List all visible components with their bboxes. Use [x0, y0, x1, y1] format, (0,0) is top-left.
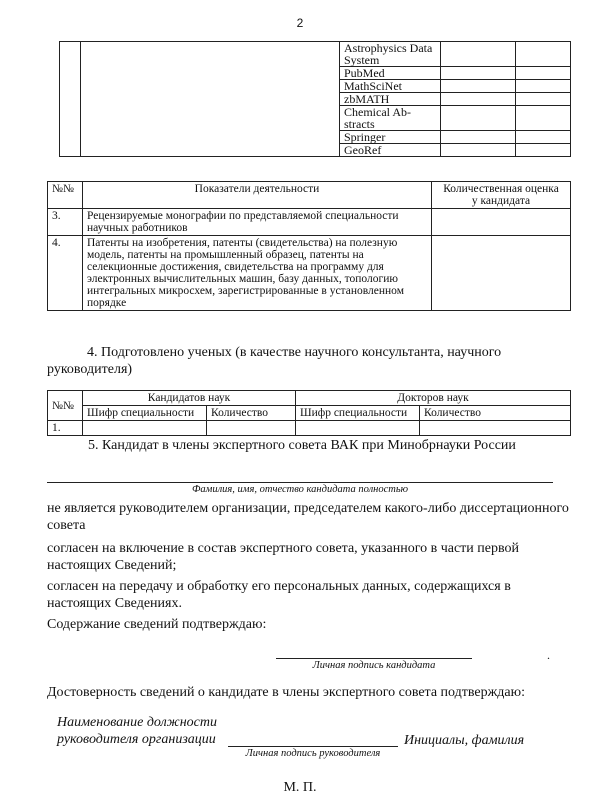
section-5-heading: 5. Кандидат в члены экспертного совета ВАК при Минобрнауки России [88, 438, 516, 453]
row-score [432, 209, 571, 236]
row-num: 1. [48, 421, 83, 436]
head-position-line2: руководителя организации [57, 732, 216, 747]
initials-label: Инициалы, фамилия [404, 733, 525, 748]
statement: согласен на включение в состав экспертного совета, указанного в части первой настоящих Сведений; [47, 541, 520, 573]
candidate-signature-caption: Личная подпись кандидата [312, 660, 436, 671]
database-name: Chemical Ab- stracts [340, 106, 441, 131]
doctors-header: Докторов наук [296, 391, 571, 406]
row-text: Рецензируемые монографии по представляемой специальности научных работников [83, 209, 432, 236]
section-4-heading: 4. Подготовлено ученых (в качестве научного консультанта, научного руководителя) [47, 345, 502, 377]
fio-line [47, 482, 553, 483]
col-num-header: №№ [48, 182, 83, 209]
head-signature-line [228, 746, 398, 747]
fio-caption: Фамилия, имя, отчество кандидата полностью [191, 484, 409, 495]
statement: согласен на передачу и обработку его персональных данных, содержащихся в настоящих Сведениях. [47, 579, 511, 611]
col-indicators-header: Показатели деятельности [83, 182, 432, 209]
database-name: Springer [340, 131, 441, 144]
col-num-header: №№ [48, 391, 83, 421]
head-position-line1: Наименование должности [57, 715, 217, 730]
cipher-header: Шифр специальности [296, 406, 420, 421]
blank-cell [60, 42, 81, 157]
reliability-statement: Достоверность сведений о кандидате в члены экспертного совета подтверждаю: [47, 685, 525, 700]
stamp-place: М. П. [283, 780, 317, 795]
database-name: zbMATH [340, 93, 441, 106]
row-num: 4. [48, 236, 83, 311]
database-name: GeoRef [340, 144, 441, 157]
indicators-table [47, 181, 571, 311]
database-name: Astrophysics Data System [340, 42, 441, 67]
cipher-header: Шифр специальности [83, 406, 207, 421]
row-score [432, 236, 571, 311]
database-table [59, 41, 571, 157]
candidates-header: Кандидатов наук [83, 391, 296, 406]
count-header: Количество [207, 406, 296, 421]
row-num: 3. [48, 209, 83, 236]
dot-mark: . [547, 648, 550, 662]
page-number: 2 [296, 16, 304, 30]
count-header: Количество [420, 406, 571, 421]
candidate-signature-line [276, 658, 472, 659]
head-signature-caption: Личная подпись руководителя [245, 748, 381, 759]
database-name: PubMed [340, 67, 441, 80]
row-text: Патенты на изобретения, патенты (свидетельства) на полезную модель, патенты на промышленный образец, патенты на селекционные достижения, свидетельства на программу для электронных вычислительных машин, базу данных, топологию интегральных микросхем, зарегистрированные в установленном порядке [83, 236, 432, 311]
trained-scientists-table [47, 390, 571, 436]
confirm-content: Содержание сведений подтверждаю: [47, 617, 267, 632]
col-score-header: Количественная оценка у кандидата [432, 182, 571, 209]
database-name: MathSciNet [340, 80, 441, 93]
statement: не является руководителем организации, председателем какого-либо диссертационного совета [47, 501, 569, 533]
blank-cell [81, 42, 340, 157]
